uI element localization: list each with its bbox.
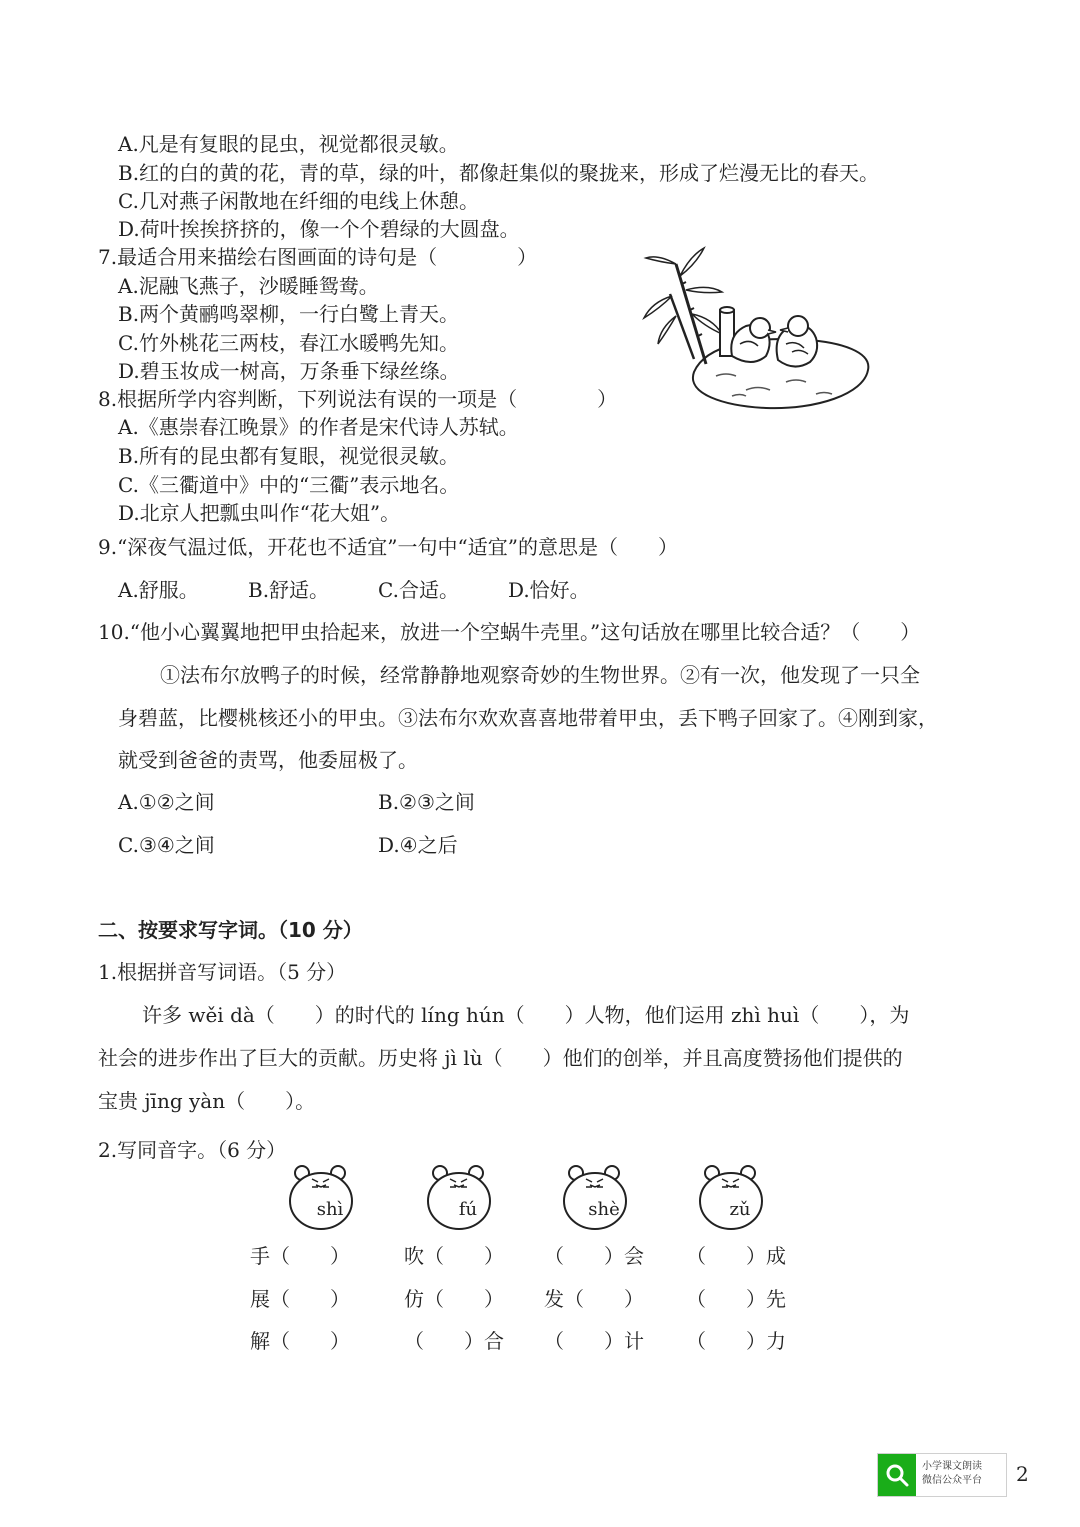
q8-option-b: B.所有的昆虫都有复眼，视觉很灵敏。 — [118, 444, 460, 468]
q10-passage-line2: 身碧蓝，比樱桃核还小的甲虫。③法布尔欢欢喜喜地带着甲虫，丢下鸭子回家了。④刚到家， — [118, 706, 938, 730]
q7-option-b: B.两个黄鹂鸣翠柳，一行白鹭上青天。 — [118, 302, 460, 326]
pinyin-label: shì — [316, 1199, 344, 1220]
pinyin-label: shè — [588, 1199, 620, 1220]
q10-option-a: A.①②之间 — [118, 790, 215, 814]
homophone-cell: （ ）会 — [544, 1244, 644, 1268]
search-icon — [878, 1454, 916, 1496]
q6-option-c: C.几对燕子闲散地在纤细的电线上休憩。 — [118, 189, 479, 213]
mandarin-ducks-illustration — [636, 244, 876, 414]
q8-option-a: A.《惠崇春江晚景》的作者是宋代诗人苏轼。 — [118, 415, 519, 439]
q8-option-d: D.北京人把瓢虫叫作“花大姐”。 — [118, 501, 401, 525]
q6-option-a: A.凡是有复眼的昆虫，视觉都很灵敏。 — [118, 132, 459, 156]
homophone-cell: （ ）计 — [544, 1329, 644, 1353]
q6-option-b: B.红的白的黄的花，青的草，绿的叶，都像赶集似的聚拢来，形成了烂漫无比的春天。 — [118, 161, 880, 185]
hamster-pinyin-fu — [424, 1163, 494, 1233]
q10-stem: 10.“他小心翼翼地把甲虫拾起来，放进一个空蜗牛壳里。”这句话放在哪里比较合适？（ ） — [98, 620, 921, 644]
section2-title: 二、按要求写字词。（10 分） — [98, 918, 363, 942]
q10-option-b: B.②③之间 — [378, 790, 475, 814]
hamster-icon — [696, 1163, 766, 1233]
q10-passage-line1: ①法布尔放鸭子的时候，经常静静地观察奇妙的生物世界。②有一次，他发现了一只全 — [160, 663, 920, 687]
hamster-pinyin-zu — [696, 1163, 766, 1233]
q10-option-c: C.③④之间 — [118, 833, 215, 857]
q8-option-c: C.《三衢道中》中的“三衢”表示地名。 — [118, 473, 460, 497]
q7-option-d: D.碧玉妆成一树高，万条垂下绿丝绦。 — [118, 359, 460, 383]
section2-q1-line3: 宝贵 jīng yàn（ ）。 — [98, 1089, 316, 1113]
q10-option-d: D.④之后 — [378, 833, 458, 857]
homophone-cell: （ ）合 — [404, 1329, 504, 1353]
homophone-cell: 解（ ） — [250, 1329, 350, 1353]
q7-option-c: C.竹外桃花三两枝，春江水暖鸭先知。 — [118, 331, 459, 355]
hamster-icon — [560, 1163, 630, 1233]
homophone-cell: 手（ ） — [250, 1244, 350, 1268]
q9-option-b: B.舒适。 — [248, 578, 330, 602]
pinyin-label: fú — [458, 1199, 478, 1220]
homophone-cell: 展（ ） — [250, 1287, 350, 1311]
hamster-pinyin-she — [560, 1163, 630, 1233]
homophone-cell: （ ）成 — [686, 1244, 786, 1268]
homophone-cell: 吹（ ） — [404, 1244, 504, 1268]
q6-option-d: D.荷叶挨挨挤挤的，像一个个碧绿的大圆盘。 — [118, 217, 520, 241]
q9-option-d: D.恰好。 — [508, 578, 590, 602]
q9-stem: 9.“深夜气温过低，开花也不适宜”一句中“适宜”的意思是（ ） — [98, 535, 678, 559]
pinyin-label: zǔ — [729, 1199, 751, 1220]
section2-q1-line2: 社会的进步作出了巨大的贡献。历史将 jì lù（ ）他们的创举，并且高度赞扬他们提供的 — [98, 1046, 903, 1070]
q7-stem: 7.最适合用来描绘右图画面的诗句是（ ） — [98, 245, 538, 269]
q8-stem: 8.根据所学内容判断，下列说法有误的一项是（ ） — [98, 387, 618, 411]
wechat-account-badge — [877, 1453, 1007, 1497]
hamster-icon — [424, 1163, 494, 1233]
badge-line1: 小学课文朗读 — [922, 1461, 982, 1472]
hamster-pinyin-shi — [286, 1163, 356, 1233]
badge-line2: 微信公众平台 — [922, 1475, 982, 1486]
q10-passage-line3: 就受到爸爸的责骂，他委屈极了。 — [118, 748, 418, 772]
homophone-cell: 发（ ） — [544, 1287, 644, 1311]
homophone-cell: 仿（ ） — [404, 1287, 504, 1311]
homophone-cell: （ ）先 — [686, 1287, 786, 1311]
homophone-cell: （ ）力 — [686, 1329, 786, 1353]
q9-option-a: A.舒服。 — [118, 578, 199, 602]
section2-q1-stem: 1.根据拼音写词语。（5 分） — [98, 960, 347, 984]
page-number: 2 — [1016, 1462, 1029, 1486]
section2-q2-stem: 2.写同音字。（6 分） — [98, 1138, 287, 1162]
q7-option-a: A.泥融飞燕子，沙暖睡鸳鸯。 — [118, 274, 379, 298]
hamster-icon — [286, 1163, 356, 1233]
section2-q1-line1: 许多 wěi dà（ ）的时代的 líng hún（ ）人物，他们运用 zhì huì（ ），为 — [142, 1003, 910, 1027]
q9-option-c: C.合适。 — [378, 578, 459, 602]
